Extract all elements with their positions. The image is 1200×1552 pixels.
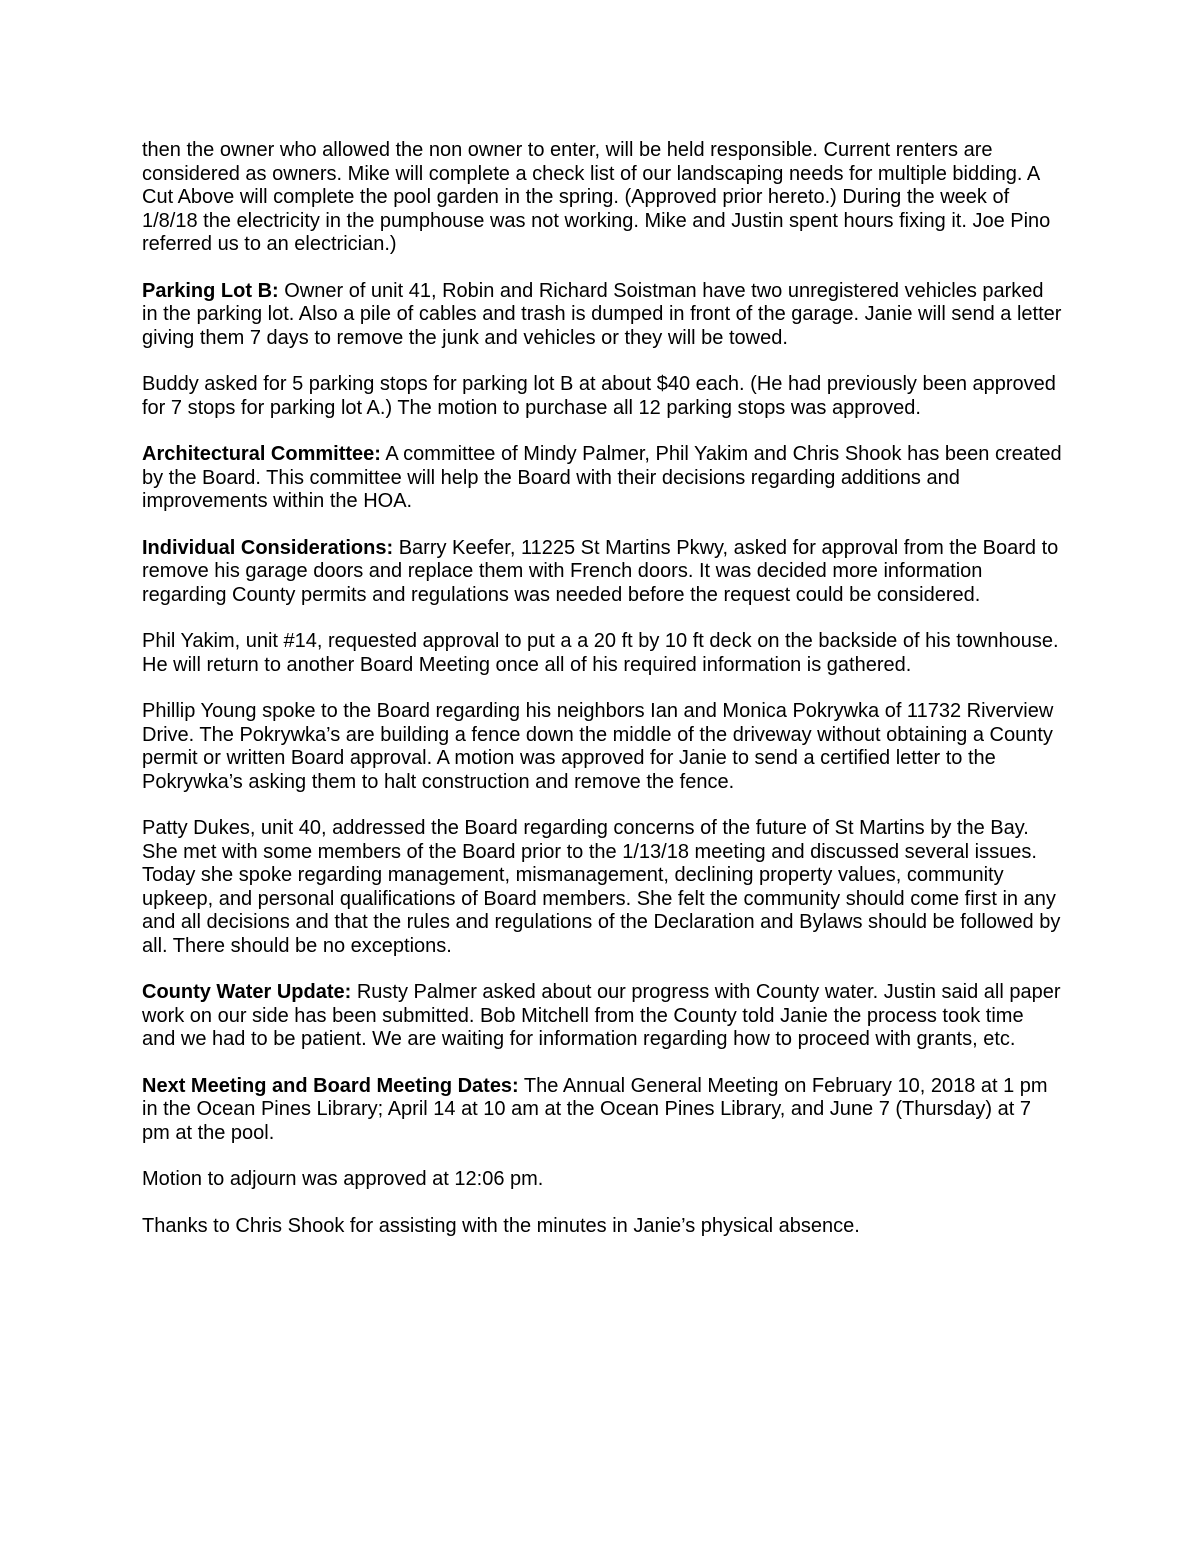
paragraph-parking-lot-b xyxy=(142,280,1062,351)
paragraph-text: A committee of Mindy Palmer, Phil Yakim and Chris Shook has been created by the Board. This committee will help the Board with their decisions regarding additions and improvements within the HOA. xyxy=(142,443,1062,512)
paragraph-parking-stops xyxy=(142,373,1062,420)
paragraph-text: Buddy asked for 5 parking stops for parking lot B at about $40 each. (He had previously been approved for 7 stops for parking lot A.) The motion to purchase all 12 parking stops was approved. xyxy=(142,373,1056,419)
paragraph-text: Owner of unit 41, Robin and Richard Soistman have two unregistered vehicles parked in the parking lot. Also a pile of cables and trash is dumped in front of the garage. Janie will send a letter giving them 7 days to remove the junk and vehicles or they will be towed. xyxy=(142,279,1062,349)
section-heading-architectural-committee: Architectural Committee: xyxy=(142,443,381,465)
paragraph-text: Phillip Young spoke to the Board regarding his neighbors Ian and Monica Pokrywka of 11732 Riverview Drive. The Pokrywka’s are building a fence down the middle of the driveway without obtaining a County permit or written Board approval. A motion was approved for Janie to send a certified letter to the Pokrywka’s asking them to halt construction and remove the fence. xyxy=(142,700,1054,793)
paragraph-grounds-continued xyxy=(142,139,1062,257)
paragraph-individual-considerations xyxy=(142,537,1062,608)
paragraph-text: then the owner who allowed the non owner to enter, will be held responsible. Current renters are considered as owners. Mike will complete a check list of our landscaping needs for multiple bidding. A Cut Above will complete the pool garden in the spring. (Approved prior hereto.) During the week of 1/8/18 the electricity in the pumphouse was not working. Mike and Justin spent hours fixing it. Joe Pino referred us to an electrician.) xyxy=(142,139,1051,255)
paragraph-text: The Annual General Meeting on February 10, 2018 at 1 pm in the Ocean Pines Library; April 14 at 10 am at the Ocean Pines Library, and June 7 (Thursday) at 7 pm at the pool. xyxy=(142,1074,1048,1144)
paragraph-thanks xyxy=(142,1215,1062,1239)
section-heading-county-water-update: County Water Update: xyxy=(142,981,352,1003)
document-page xyxy=(142,139,1062,1238)
paragraph-adjournment xyxy=(142,1168,1062,1192)
section-heading-individual-considerations: Individual Considerations: xyxy=(142,536,394,559)
paragraph-fence-issue xyxy=(142,700,1062,794)
paragraph-community-concerns xyxy=(142,817,1062,958)
paragraph-text: Thanks to Chris Shook for assisting with the minutes in Janie’s physical absence. xyxy=(142,1214,860,1237)
paragraph-county-water-update xyxy=(142,981,1062,1052)
section-heading-meeting-dates: Next Meeting and Board Meeting Dates: xyxy=(142,1074,519,1097)
paragraph-meeting-dates xyxy=(142,1075,1062,1146)
paragraph-text: Barry Keefer, 11225 St Martins Pkwy, asked for approval from the Board to remove his garage doors and replace them with French doors. It was decided more information regarding County permits and regulations was needed before the request could be considered. xyxy=(142,536,1059,606)
paragraph-text: Patty Dukes, unit 40, addressed the Board regarding concerns of the future of St Martins by the Bay. She met with some members of the Board prior to the 1/13/18 meeting and discussed several issues. Today she spoke regarding management, mismanagement, declining property values, community upkeep, and personal qualifications of Board members. She felt the community should come first in any and all decisions and that the rules and regulations of the Declaration and Bylaws should be followed by all. There should be no exceptions. xyxy=(142,817,1061,957)
section-heading-parking-lot-b: Parking Lot B: xyxy=(142,279,279,302)
paragraph-text: Phil Yakim, unit #14, requested approval to put a a 20 ft by 10 ft deck on the backside of his townhouse. He will return to another Board Meeting once all of his required information is gathered. xyxy=(142,630,1059,676)
paragraph-text: Rusty Palmer asked about our progress with County water. Justin said all paper work on our side has been submitted. Bob Mitchell from the County told Janie the process took time and we had to be patient. We are waiting for information regarding how to proceed with grants, etc. xyxy=(142,981,1061,1050)
paragraph-text: Motion to adjourn was approved at 12:06 pm. xyxy=(142,1168,544,1190)
paragraph-deck-request xyxy=(142,630,1062,677)
paragraph-architectural-committee xyxy=(142,443,1062,514)
